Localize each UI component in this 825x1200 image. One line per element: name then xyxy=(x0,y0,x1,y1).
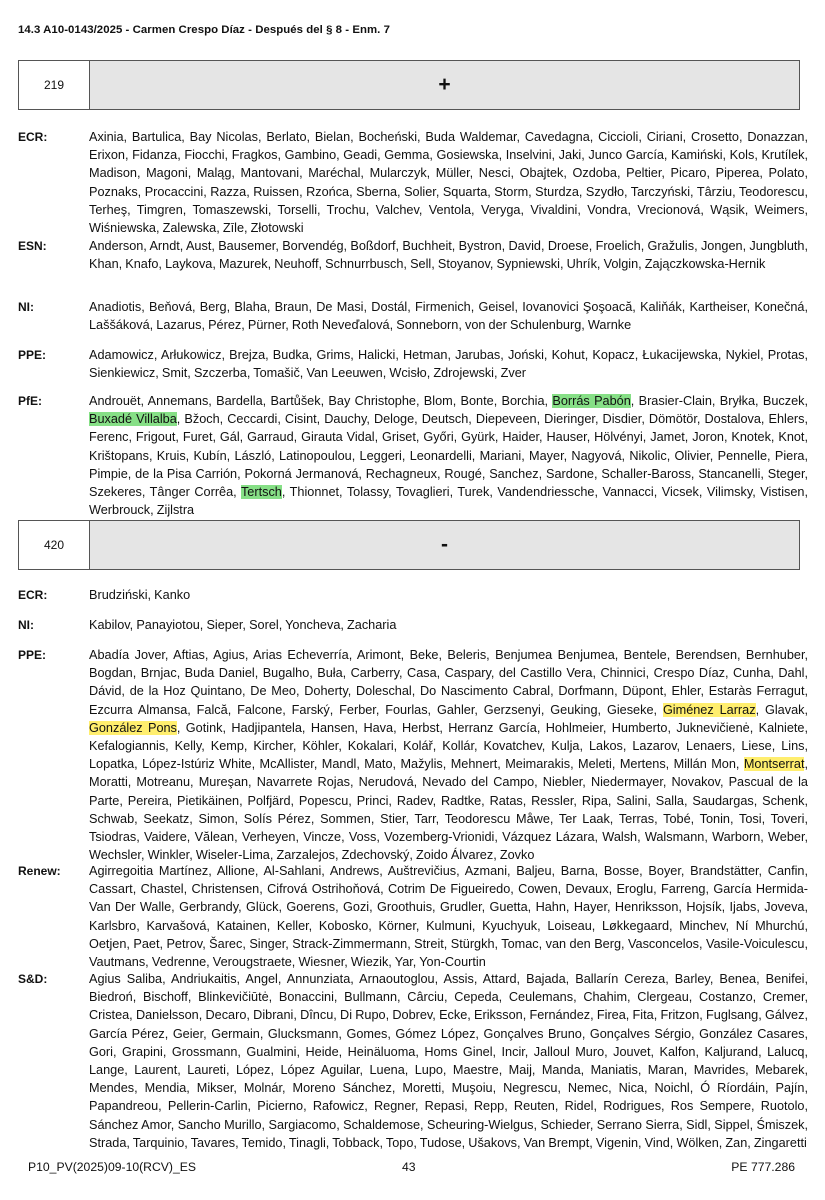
name-list-text: , Glavak, xyxy=(755,702,808,717)
against-group-ppe xyxy=(18,646,808,864)
group-label: PPE: xyxy=(18,648,47,662)
group-names xyxy=(89,237,808,273)
against-group-ecr xyxy=(18,586,808,604)
name-list-text: Abadía Jover, Aftias, Agius, Arias Echeverría, Arimont, Beke, Beleris, Benjumea Benjumea, Bentele, Berendsen, Bernhuber, Bogdan, Brnjac, Buda Daniel, Bugalho, Buła, Carberry, Casa, Caspary, del Castillo Vera, Chinnici, Crespo Díaz, Cunha, Dahl, Dávid, de la Hoz Quintano, De Meo, Doherty, Doleschal, Do Nascimento Cabral, Dorfmann, Düpont, Ehler, Estaràs Ferragut, Ezcurra Almansa, Falcă, Falcone, Farský, Ferber, Fourlas, Gahler, Gerzsenyi, Geuking, Gieseke, xyxy=(89,648,808,717)
group-names xyxy=(89,586,808,604)
name-list-text: Adamowicz, Arłukowicz, Brejza, Budka, Grims, Halicki, Hetman, Jarubas, Joński, Kohut, Kopacz, Łukacijewska, Nykiel, Protas, Sienkiewicz, Smit, Szczerba, Tomašič, Van Leeuwen, Wcisło, Zdrojewski, Zver xyxy=(89,348,808,381)
vote-against-symbol: - xyxy=(90,521,799,569)
name-list-text: Agius Saliba, Andriukaitis, Angel, Annunziata, Arnaoutoglou, Assis, Attard, Bajada, Ballarín Cereza, Barley, Benea, Benifei, Biedroń, Bischoff, Blinkevičiūtė, Bonaccini, Bullmann, Cârciu, Cepeda, Ceulemans, Chahim, Clergeau, Costanzo, Cremer, Cristea, Danielsson, Decaro, Dibrani, Dîncu, Di Rupo, Dobrev, Ecke, Eriksson, Fernández, Firea, Fita, Fritzon, Fuglsang, Gálvez, García Pérez, Geier, Germain, Glucksmann, Gomes, Gómez López, Gonçalves Bruno, Gonçalves Sérgio, González Casares, Gori, Grapini, Grossmann, Gualmini, Heide, Heinäluoma, Homs Ginel, Incir, Jalloul Muro, Jouvet, Kalfon, Kaljurand, Lalucq, Lange, Laurent, Laureti, López, López Aguilar, Luena, Lupo, Maestre, Maij, Manda, Maniatis, Maran, Mavrides, Mebarek, Mendes, Mendia, Mikser, Molnár, Moreno Sánchez, Moretti, Muşoiu, Negrescu, Nemec, Nica, Noichl, Ó Ríordáin, Pajín, Papandreou, Pellerin-Carlin, Picierno, Rafowicz, Regner, Repasi, Repp, Reuten, Ridel, Rodrigues, Ros Sempere, Ruotolo, Sánchez Amor, Sancho Murillo, Sargiacomo, Schaldemose, Scheuring-Wielgus, Schieder, Serrano Sierra, Sidl, Sippel, Śmiszek, Strada, Tarquinio, Tavares, Temido, Tinagli, Tobback, Topo, Tudose, Ušakovs, Van Brempt, Vigenin, Vind, Wölken, Zan, Zingaretti xyxy=(89,972,808,1150)
group-label: PfE: xyxy=(18,394,42,408)
highlighted-name: Montserrat xyxy=(743,757,805,772)
against-group-ni xyxy=(18,616,808,634)
name-list-text: Agirregoitia Martínez, Allione, Al-Sahlani, Andrews, Auštrevičius, Azmani, Baljeu, Barna, Bosse, Boyer, Brandstätter, Canfin, Cassart, Chastel, Christensen, Cifrová Ostrihoňová, Cotrim De Figueiredo, Cowen, Devaux, Eroglu, Farreng, García Hermida-Van Der Walle, Gerbrandy, Glück, Goerens, Gozi, Groothuis, Grudler, Guetta, Hahn, Hayer, Henriksson, Hojsík, Ijabs, Joveva, Karlsbro, Karvašová, Katainen, Keller, Kobosko, Körner, Kulmuni, Kyuchyuk, Loiseau, Løkkegaard, Minchev, Ní Mhurchú, Oetjen, Paet, Petrov, Šarec, Singer, Strack-Zimmermann, Streit, Stürgkh, Tomac, van den Berg, Vasconcelos, Vasile-Voiculescu, Vautmans, Vedrenne, Verougstraete, Wiesner, Wiezik, Yar, Yon-Courtin xyxy=(89,864,808,970)
name-list-text: , Brasier-Clain, Bryłka, Buczek, xyxy=(630,394,808,408)
against-group-renew xyxy=(18,862,808,971)
for-group-pfe xyxy=(18,392,808,519)
name-list-text: , Bžoch, Ceccardi, Cisint, Dauchy, Deloge, Deutsch, Diepeveen, Dieringer, Disdier, Dömötör, Dostalova, Ehlers, Ferenc, Frigout, Furet, Gál, Garraud, Girauta Vidal, Griset, Győri, Gyürk, Haider, Hauser, Hölvényi, Jamet, Joron, Knotek, Knot, Krištopans, Kruis, Kubín, László, Latinopoulou, Leggeri, Leonardelli, Mariani, Mayer, Nagyová, Nikolic, Olivier, Pennelle, Piera, Pimpie, de la Pisa Carrión, Pokorná Jermanová, Rechagneux, Rougé, Sanchez, Sardone, Schaller-Baross, Stancanelli, Steger, Szekeres, Tânger Corrêa, xyxy=(89,412,808,500)
vote-for-count: 219 xyxy=(19,61,90,109)
name-list-text: Axinia, Bartulica, Bay Nicolas, Berlato, Bielan, Bocheński, Buda Waldemar, Cavedagna, Ciccioli, Ciriani, Crosetto, Donazzan, Erixon, Fidanza, Fiocchi, Fragkos, Gambino, Geadi, Gemma, Gosiewska, Inselvini, Jaki, Junco García, Kamiński, Kols, Krutílek, Madison, Magoni, Maląg, Mantovani, Maréchal, Mularczyk, Müller, Nesci, Obajtek, Ozdoba, Peltier, Picaro, Piperea, Polato, Poznaks, Procaccini, Razza, Ruissen, Rzońca, Sberna, Solier, Squarta, Storm, Sturdza, Szydło, Tarczyński, Târziu, Teodorescu, Terheş, Timgren, Tomaszewski, Torselli, Trochu, Valchev, Ventola, Veryga, Vivaldini, Vondra, Vrecionová, Wąsik, Weimers, Wiśniewska, Zalewska, Zīle, Złotowski xyxy=(89,130,808,236)
group-label: NI: xyxy=(18,618,34,632)
footer-pe-ref: PE 777.286 xyxy=(731,1160,795,1174)
vote-against-count: 420 xyxy=(19,521,90,569)
group-names xyxy=(89,392,808,519)
highlighted-name: Buxadé Villalba xyxy=(89,412,177,427)
group-label: PPE: xyxy=(18,348,47,362)
group-label: ESN: xyxy=(18,239,47,253)
for-group-esn xyxy=(18,237,808,273)
name-list-text: Anderson, Arndt, Aust, Bausemer, Borvendég, Boßdorf, Buchheit, Bystron, David, Droese, Froelich, Gražulis, Jongen, Jungbluth, Khan, Knafo, Laykova, Mazurek, Neuhoff, Schnurrbusch, Sell, Stoyanov, Sypniewski, Uhrík, Volgin, Zajączkowska-Hernik xyxy=(89,239,808,272)
group-names xyxy=(89,298,808,334)
group-names xyxy=(89,646,808,864)
document-header: 14.3 A10-0143/2025 - Carmen Crespo Díaz - Después del § 8 - Enm. 7 xyxy=(18,24,390,36)
name-list-text: , Gotink, Hadjipantela, Hansen, Hava, Herbst, Herranz García, Hohlmeier, Humberto, Juknevičienė, Kalniete, Kefalogiannis, Kelly, Kemp, Kircher, Köhler, Kokalari, Kolář, Kollár, Kovatchev, Kulja, Lakos, Lazarov, Lenaers, Liese, Lins, Lopatka, López-Istúriz White, McAllister, Mandl, Mato, Mažylis, Mehnert, Meimarakis, Meleti, Mertens, Millán Mon, xyxy=(89,720,808,772)
group-names xyxy=(89,616,808,634)
name-list-text: Androuët, Annemans, Bardella, Bartůšek, Bay Christophe, Blom, Bonte, Borchia, xyxy=(89,394,553,408)
group-label: ECR: xyxy=(18,588,48,602)
highlighted-name: Tertsch xyxy=(240,485,282,500)
vote-against-box xyxy=(18,520,800,570)
footer-page-number: 43 xyxy=(402,1160,416,1174)
vote-for-symbol: + xyxy=(90,61,799,109)
footer-doc-ref: P10_PV(2025)09-10(RCV)_ES xyxy=(28,1160,197,1174)
for-group-ppe xyxy=(18,346,808,382)
name-list-text: Kabilov, Panayiotou, Sieper, Sorel, Yoncheva, Zacharia xyxy=(89,618,397,632)
group-label: S&D: xyxy=(18,972,48,986)
for-group-ecr xyxy=(18,128,808,237)
group-names xyxy=(89,970,808,1152)
group-names xyxy=(89,128,808,237)
group-label: NI: xyxy=(18,300,34,314)
group-names xyxy=(89,862,808,971)
group-label: ECR: xyxy=(18,130,48,144)
name-list-text: , Thionnet, Tolassy, Tovaglieri, Turek, Vandendriessche, Vannacci, Vicsek, Vilimsky, Vistisen, Werbrouck, Zijlstra xyxy=(89,485,808,518)
name-list-text: , Moratti, Motreanu, Mureşan, Navarrete Rojas, Nerudová, Nevado del Campo, Niebler, Niedermayer, Novakov, Pascual de la Parte, Pereira, Pietikäinen, Polfjärd, Popescu, Princi, Radev, Radtke, Ratas, Ressler, Ripa, Salini, Salla, Saudargas, Schenk, Schwab, Seekatz, Simon, Solís Pérez, Sommen, Stier, Tarr, Teodorescu Måwe, Ter Laak, Terras, Tobé, Tonin, Tosi, Toveri, Tsiodras, Vaidere, Vălean, Verheyen, Vincze, Voss, Vozemberg-Vrionidi, Vázquez Lázara, Walsh, Walsmann, Warborn, Weber, Wechsler, Winkler, Wiseler-Lima, Zarzalejos, Zdechovský, Zoido Álvarez, Zovko xyxy=(89,757,808,863)
against-group-sd xyxy=(18,970,808,1152)
name-list-text: Brudziński, Kanko xyxy=(89,588,191,602)
vote-for-box xyxy=(18,60,800,110)
highlighted-name: Giménez Larraz xyxy=(662,702,756,717)
for-group-ni xyxy=(18,298,808,334)
group-label: Renew: xyxy=(18,864,61,878)
name-list-text: Anadiotis, Beňová, Berg, Blaha, Braun, De Masi, Dostál, Firmenich, Geisel, Iovanovici Şoşoacă, Kaliňák, Kartheiser, Konečná, Laššáková, Lazarus, Pérez, Pürner, Roth Neveďalová, Sonneborn, von der Schulenburg, Warnke xyxy=(89,300,808,333)
group-names xyxy=(89,346,808,382)
highlighted-name: González Pons xyxy=(89,720,177,735)
highlighted-name: Borrás Pabón xyxy=(552,394,631,408)
